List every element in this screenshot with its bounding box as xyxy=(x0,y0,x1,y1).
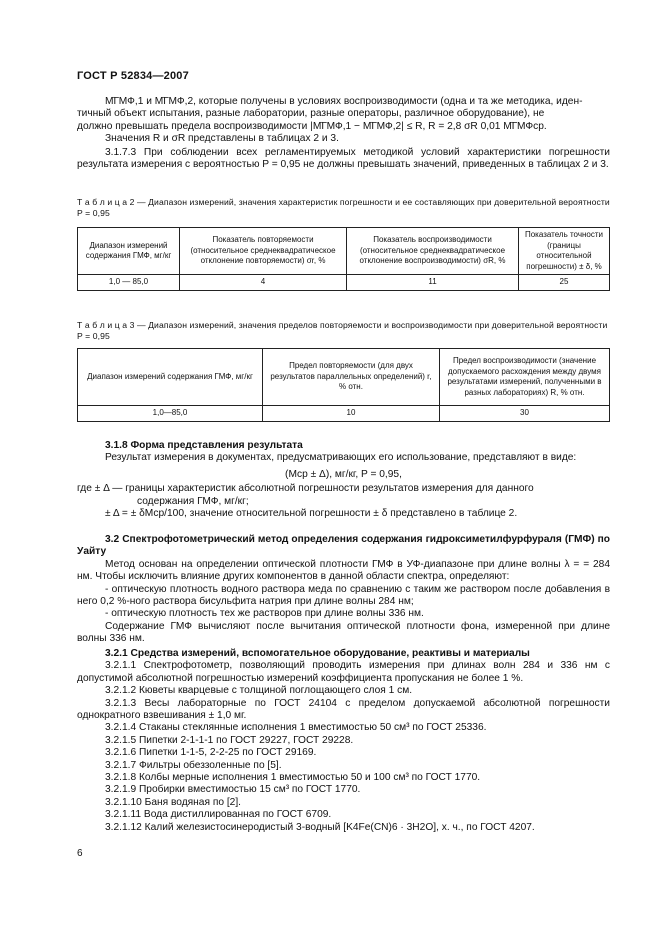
table2-cell-reprod: 11 xyxy=(347,275,519,291)
list-item: 3.2.1.5 Пипетки 2-1-1-1 по ГОСТ 29227, ГОСТ 29228. xyxy=(105,734,354,746)
section-3-1-8-title: 3.1.8 Форма представления результата xyxy=(105,440,303,451)
list-item: 3.2.1.4 Стаканы стеклянные исполнения 1 вместимостью 50 см³ по ГОСТ 25336. xyxy=(105,722,487,734)
table3-cell-reprod: 30 xyxy=(440,406,610,422)
table2-header-2: Показатель повторяемости (относительное среднеквадратическое отклонение повторяемости) σr, % xyxy=(180,228,347,275)
section-3-2-1 xyxy=(77,648,610,834)
table3-header-row xyxy=(78,349,610,406)
section-3-2-bullet-1: - оптическую плотность водного раствора меда по сравнению с таким же раствором после добавления в него 0,2 %-ного раствора бисульфита натрия при длине волны 284 нм; xyxy=(77,583,610,608)
result-formula: (Мср ± Δ), мг/кг, P = 0,95, xyxy=(285,468,402,480)
table2-header-4: Показатель точности (границы относительной погрешности) ± δ, % xyxy=(519,228,610,275)
list-item: 3.2.1.2 Кюветы кварцевые с толщиной поглощающего слоя 1 см. xyxy=(105,685,413,697)
list-item: 3.2.1.6 Пипетки 1-1-5, 2-2-25 по ГОСТ 29169. xyxy=(105,747,317,759)
intro-paragraph xyxy=(77,96,610,146)
intro-line-1 xyxy=(77,96,610,108)
table3-cell-range: 1,0—85,0 xyxy=(78,406,263,422)
section-3-2-title: 3.2 Спектрофотометрический метод определения содержания гидроксиметилфурфураля (ГМФ) по Уайту xyxy=(77,534,610,558)
table2-caption: Т а б л и ц а 2 — Диапазон измерений, значения характеристик погрешности и ее составляющих при доверительной вероятности P = 0,95 xyxy=(77,197,610,218)
section-3-1-8 xyxy=(77,440,610,520)
intro-line1-text: , которые получены в условиях воспроизводимости (одна и та же методика, иден- xyxy=(193,96,583,107)
table2-cell-repeat: 4 xyxy=(180,275,347,291)
list-item: 3.2.1.11 Вода дистиллированная по ГОСТ 6709. xyxy=(105,809,332,821)
table3-cell-repeat: 10 xyxy=(263,406,440,422)
section-3-2-bullet-2: - оптическую плотность тех же растворов при длине волны 336 нм. xyxy=(105,608,424,620)
page-number: 6 xyxy=(77,848,83,859)
table2-header-row xyxy=(78,228,610,275)
p3173-text: 3.1.7.3 При соблюдении всех регламентируемых методикой условий характеристики погрешности результата измерения с вероятностью P = 0,95 не должны превышать значений, приведенных в таблицах 2 и 3. xyxy=(77,147,610,171)
table3-header-2: Предел повторяемости (для двух результатов параллельных определений) r, % отн. xyxy=(263,349,440,406)
table-row xyxy=(78,275,610,291)
list-item: 3.2.1.1 Спектрофотометр, позволяющий проводить измерения при длинах волн 284 и 336 нм с допустимой абсолютной погрешностью измерений коэффициента пропускания не более 1 %. xyxy=(77,660,610,684)
table2-header-3: Показатель воспроизводимости (относительное среднеквадратическое отклонение воспроизводимости) σR, % xyxy=(347,228,519,275)
section-3-1-8-text: Результат измерения в документах, предусматривающих его использование, представляют в виде: xyxy=(105,452,577,464)
intro-line-4: Значения R и σR представлены в таблицах 2 и 3. xyxy=(105,133,339,145)
list-item: 3.2.1.7 Фильтры обеззоленные по [5]. xyxy=(105,759,282,771)
table-3 xyxy=(77,348,610,422)
section-3-2-p1: Метод основан на определении оптической плотности ГМФ в УФ-диапазоне при длине волны λ = = 284 нм. Чтобы исключить влияние других компонентов в данной области спектра, определяют: xyxy=(77,558,610,583)
table3-header-1: Диапазон измерений содержания ГМФ, мг/кг xyxy=(78,349,263,406)
table3-caption: Т а б л и ц а 3 — Диапазон измерений, значения пределов повторяемости и воспроизводимости при доверительной вероятности P = 0,95 xyxy=(77,320,608,341)
intro-lead: М̄ГМФ,1 и М̄ГМФ,2 xyxy=(105,96,194,107)
where-line-2: ± Δ = ± δМср/100, значение относительной погрешности ± δ представлено в таблице 2. xyxy=(105,508,518,520)
where-line-1b: содержания ГМФ, мг/кг; xyxy=(137,495,249,507)
list-item: 3.2.1.8 Колбы мерные исполнения 1 вместимостью 50 и 100 см³ по ГОСТ 1770. xyxy=(105,772,481,784)
table3-header-3: Предел воспроизводимости (значение допускаемого расхождения между двумя результатами измерений, полученными в разных лабораториях) R, % отн. xyxy=(440,349,610,406)
table2-header-1: Диапазон измерений содержания ГМФ, мг/кг xyxy=(78,228,180,275)
table-2 xyxy=(77,227,610,291)
list-item: 3.2.1.10 Баня водяная по [2]. xyxy=(105,796,241,808)
table-row xyxy=(78,406,610,422)
table2-cell-range: 1,0 — 85,0 xyxy=(78,275,180,291)
section-3-2-p2: Содержание ГМФ вычисляют после вычитания оптической плотности фона, измеренной при длине волны 336 нм. xyxy=(77,620,610,645)
intro-line-3: должно превышать предела воспроизводимости |М̄ГМФ,1 − М̄ГМФ,2| ≤ R, R = 2,8 σR 0,01 М̄ГМФср. xyxy=(77,120,547,132)
section-3-2 xyxy=(77,534,610,646)
list-item: 3.2.1.12 Калий железистосинеродистый 3-водный [K4Fe(CN)6 · 3H2O], х. ч., по ГОСТ 4207. xyxy=(105,821,535,833)
intro-line-2: тичный объект испытания, разные лаборатории, разные операторы, различное оборудование), не xyxy=(77,108,545,120)
document-header: ГОСТ Р 52834—2007 xyxy=(77,70,189,82)
list-item: 3.2.1.3 Весы лабораторные по ГОСТ 24104 с пределом допускаемой абсолютной погрешности однократного взвешивания ± 1,0 мг. xyxy=(77,697,610,722)
paragraph-3-1-7-3 xyxy=(77,147,610,172)
where-line-1: где ± Δ — границы характеристик абсолютной погрешности результатов измерения для данного xyxy=(77,483,534,495)
section-3-2-1-title: 3.2.1 Средства измерений, вспомогательное оборудование, реактивы и материалы xyxy=(105,648,530,659)
table2-cell-accuracy: 25 xyxy=(519,275,610,291)
list-item: 3.2.1.9 Пробирки вместимостью 15 см³ по ГОСТ 1770. xyxy=(105,784,361,796)
